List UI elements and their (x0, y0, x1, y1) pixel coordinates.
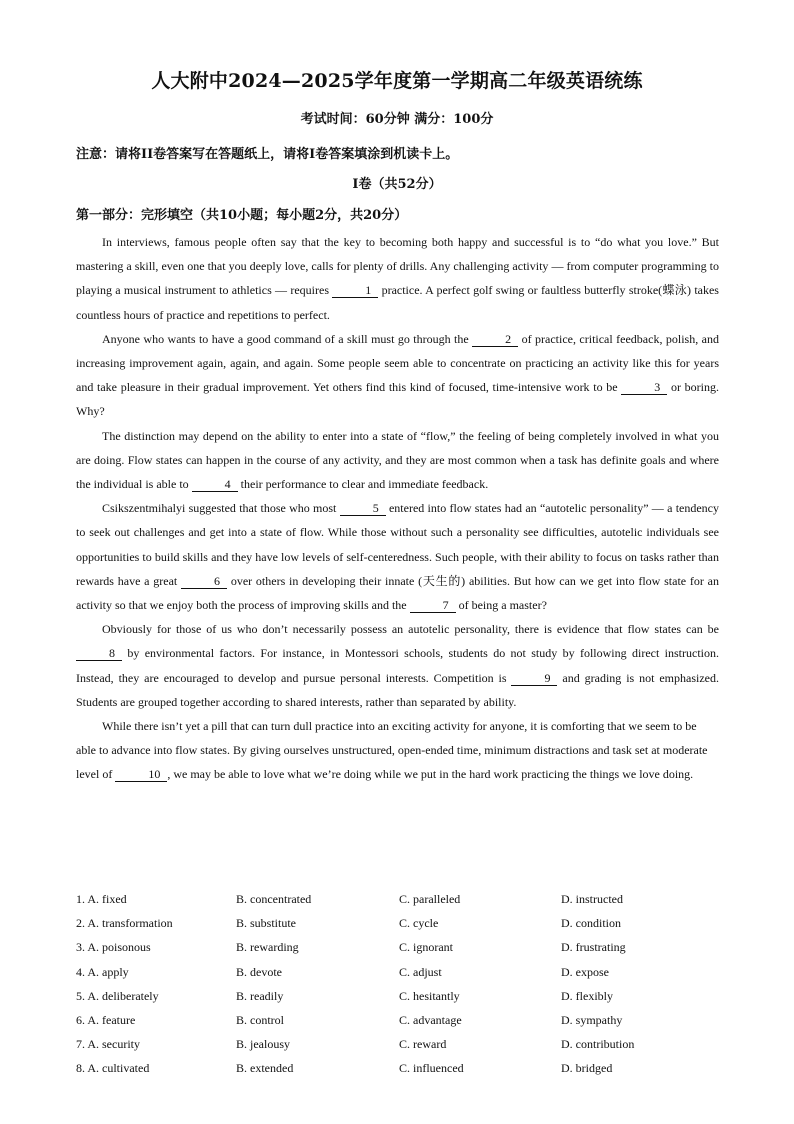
blank-8: 8 (76, 646, 122, 661)
text-span: practice. A perfect golf swing or faultless butterfly stroke(蝶泳) takes countless hours of practice and repetitions to perfect. (76, 283, 719, 322)
text-span: or boring. Why? (76, 380, 720, 419)
text-span: While there isn’t yet a pill that can turn dull practice into an exciting activity for anyone, it is comforting that we seem to be able to advance into flow states. By giving ourselves unstructured, open-ended time, minimum distractions and task set at moderate level of (76, 719, 708, 782)
option-b: B. substitute (236, 916, 297, 931)
text-span: Csikszentmihalyi suggested that those who most (102, 501, 340, 516)
option-d: D. frustrating (561, 940, 626, 955)
option-d: D. instructed (561, 892, 623, 906)
option-a: 2. A. transformation (76, 916, 173, 931)
blank-5: 5 (340, 501, 386, 516)
option-d: D. sympathy (561, 1012, 623, 1027)
text-span: over others in developing their innate (天生的) abilities. But how can we get into flow state for an activity so that we enjoy both the process of improving skills and the (76, 573, 719, 613)
option-d: D. bridged (561, 1061, 613, 1076)
option-a: 7. A. security (76, 1037, 140, 1052)
blank-7: 7 (410, 598, 456, 613)
paragraph-3 (76, 424, 719, 497)
option-c: C. ignorant (399, 940, 453, 955)
notice-text: 注意：请将II卷答案写在答题纸上，请将I卷答案填涂到机读卡上。 (76, 147, 459, 162)
option-row-2 (76, 911, 736, 935)
option-row-7 (76, 1032, 736, 1056)
text-span: , we may be able to love what we’re doing while we put in the hard work practicing the things we love doing. (167, 767, 694, 782)
option-a: 1. A. fixed (76, 892, 127, 906)
option-c: C. hesitantly (399, 988, 460, 1003)
blank-10: 10 (115, 767, 167, 782)
text-span: The distinction may depend on the ability to enter into a state of “flow,” the feeling of being completely involved in what you are doing. Flow states can happen in the course of any activity, and they are most common when a task has definite goals and where the individual is able to (76, 428, 719, 492)
text-span: their performance to clear and immediate feedback. (237, 477, 489, 492)
text-span: In interviews, famous people often say that the key to becoming both happy and successful is to “do what you love.” But mastering a skill, even one that you deeply love, calls for plenty of drills. Any challenging activity — from computer programming to playing a musical instrument to athletics — requires (76, 235, 719, 298)
text-span: by environmental factors. For instance, in Montessori schools, students do not study by following direct instruction. Instead, they are encouraged to develop and pursue personal interests. Competition is (76, 646, 719, 685)
section-heading: 第一部分：完形填空（共10小题；每小题2分，共20分） (76, 208, 408, 223)
option-b: B. jealousy (236, 1037, 290, 1052)
option-d: D. expose (561, 964, 609, 979)
paragraph-5 (76, 617, 719, 714)
paragraph-2 (76, 327, 719, 424)
exam-title: 人大附中2024—2025学年度第一学期高二年级英语统练 (151, 70, 643, 92)
blank-9: 9 (511, 671, 557, 686)
option-b: B. extended (236, 1061, 294, 1076)
option-b: B. readily (236, 988, 284, 1003)
paragraph-6 (76, 714, 719, 787)
text-span: Anyone who wants to have a good command of a skill must go through the (102, 331, 473, 346)
option-row-5 (76, 984, 736, 1008)
option-c: C. cycle (399, 916, 439, 931)
volume-heading: I卷（共52分） (352, 177, 442, 192)
option-d: D. contribution (561, 1037, 635, 1052)
cloze-passage (76, 230, 719, 787)
blank-1: 1 (332, 283, 378, 298)
text-span: entered into flow states had an “autotelic personality” — a tendency to seek out challenges and get into a state of flow. While those without such a personality see difficulties, autotelic individuals see opportunities to build skills and they have low levels of self-centeredness. Such people, with their ability to focus on tasks rather than rewards have a great (76, 501, 720, 588)
blank-4: 4 (192, 477, 238, 492)
blank-6: 6 (181, 574, 227, 589)
option-b: B. rewarding (236, 940, 299, 955)
paragraph-1 (76, 230, 719, 327)
option-d: D. condition (561, 916, 621, 931)
option-a: 6. A. feature (76, 1012, 136, 1027)
option-c: C. adjust (399, 964, 442, 979)
option-row-6 (76, 1008, 736, 1032)
option-d: D. flexibly (561, 988, 613, 1003)
option-b: B. control (236, 1012, 284, 1027)
option-c: C. advantage (399, 1012, 462, 1027)
option-a: 4. A. apply (76, 964, 129, 979)
option-b: B. concentrated (236, 892, 312, 906)
option-row-1 (76, 887, 736, 911)
text-span: of being a master? (455, 598, 547, 613)
option-a: 5. A. deliberately (76, 988, 159, 1003)
option-c: C. paralleled (399, 892, 461, 906)
blank-3: 3 (621, 380, 667, 395)
paragraph-4 (76, 496, 719, 617)
option-a: 3. A. poisonous (76, 940, 151, 955)
blank-2: 2 (472, 332, 518, 347)
option-c: C. influenced (399, 1061, 464, 1076)
option-b: B. devote (236, 964, 282, 979)
text-span: of practice, critical feedback, polish, and increasing improvement again, again, and again. Some people seem able to concentrate on practicing an activity like this for years and take pleasure in their gradual improvement. Yet others find this kind of focused, time-intensive work to be (76, 331, 719, 395)
option-row-4 (76, 960, 736, 984)
option-row-3 (76, 935, 736, 959)
option-row-8 (76, 1056, 736, 1080)
text-span: and grading is not emphasized. Students are grouped together according to shared interests, rather than separated by ability. (76, 670, 720, 709)
option-c: C. reward (399, 1037, 447, 1052)
option-a: 8. A. cultivated (76, 1061, 150, 1076)
exam-info: 考试时间：60分钟 满分：100分 (300, 112, 494, 127)
text-span: Obviously for those of us who don’t necessarily possess an autotelic personality, there is evidence that flow states can be (102, 622, 719, 637)
answer-options (76, 887, 736, 1081)
